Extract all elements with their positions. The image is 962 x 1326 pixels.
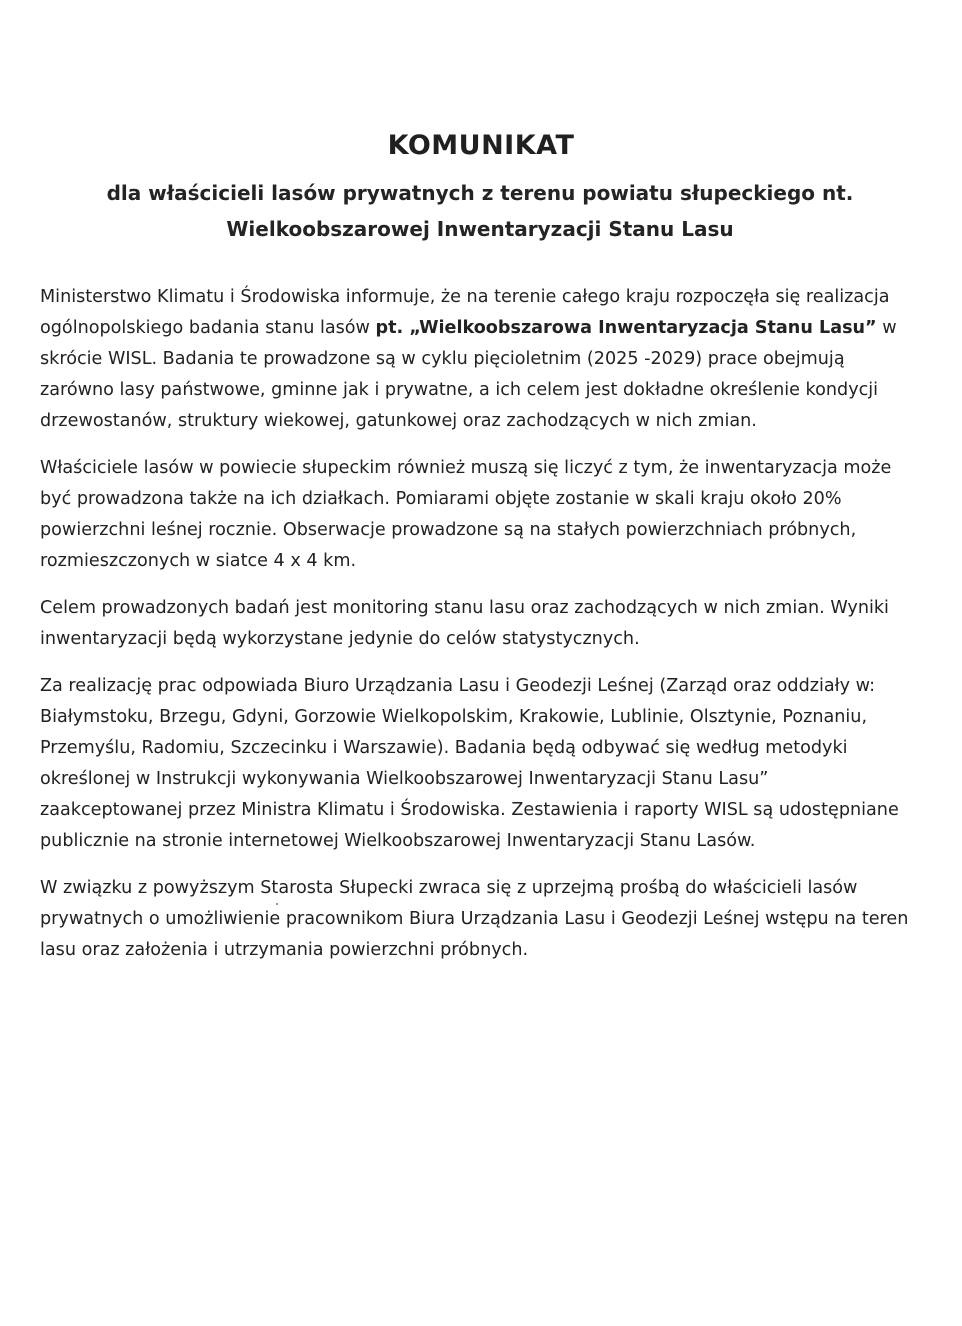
paragraph-2: Właściciele lasów w powiecie słupeckim również muszą się liczyć z tym, że inwentaryzacja może być prowadzona także na ich działkach. Pomiarami objęte zostanie w skali kraju około 20% powierzchni leśnej rocznie. Obserwacje prowadzone są na stałych powierzchniach próbnych, rozmieszczonych w siatce 4 x 4 km. xyxy=(40,458,892,571)
paragraph-1-bold-title: pt. „Wielkoobszarowa Inwentaryzacja Stanu Lasu” xyxy=(375,318,877,338)
paragraph-1-rest: w skrócie WISL. Badania te prowadzone są w cyklu pięcioletnim (2025 -2029) prace obejmują zarówno lasy państwowe, gminne jak i prywatne, a ich celem jest dokładne określenie kondycji drzewostanów, struktury wiekowej, gatunkowej oraz zachodzących w nich zmian. xyxy=(40,318,897,431)
paragraph-3: Celem prowadzonych badań jest monitoring stanu lasu oraz zachodzących w nich zmian. Wyniki inwentaryzacji będą wykorzystane jedynie do celów statystycznych. xyxy=(40,598,889,649)
subtitle-line-1: dla właścicieli lasów prywatnych z terenu powiatu słupeckiego nt. xyxy=(106,181,854,205)
paragraph-4: Za realizację prac odpowiada Biuro Urządzania Lasu i Geodezji Leśnej (Zarząd oraz oddziały w: Białymstoku, Brzegu, Gdyni, Gorzowie Wielkopolskim, Krakowie, Lublinie, Olsztynie, Poznaniu, Przemyślu, Radomiu, Szczecinku i Warszawie). Badania będą odbywać się według metodyki określonej w Instrukcji wykonywania Wielkoobszarowej Inwentaryzacji Stanu Lasu” zaakceptowanej przez Ministra Klimatu i Środowiska. Zestawienia i raporty WISL są udostępniane publicznie na stronie internetowej Wielkoobszarowej Inwentaryzacji Stanu Lasów. xyxy=(40,676,899,851)
subtitle-line-2: Wielkoobszarowej Inwentaryzacji Stanu Lasu xyxy=(226,217,734,241)
paragraph-5: W związku z powyższym Starosta Słupecki zwraca się z uprzejmą prośbą do właścicieli lasów prywatnych o umożliwienie pracownikom Biura Urządzania Lasu i Geodezji Leśnej wstępu na teren lasu oraz założenia i utrzymania powierzchni próbnych. xyxy=(40,878,909,960)
document-title: KOMUNIKAT xyxy=(387,130,575,161)
document-subtitle xyxy=(100,175,860,247)
paragraph-1 xyxy=(40,282,910,437)
scan-speck xyxy=(276,903,278,905)
document-body xyxy=(40,282,910,982)
paragraph-1-intro: Ministerstwo Klimatu i Środowiska informuje, że na terenie całego kraju rozpoczęła się realizacja ogólnopolskiego badania stanu lasów xyxy=(40,287,890,338)
